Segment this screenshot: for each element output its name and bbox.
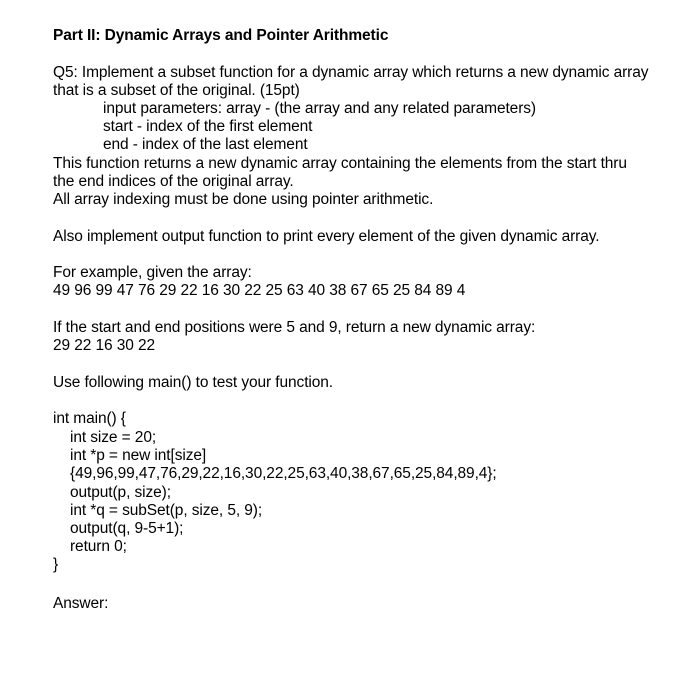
output-requirement: Also implement output function to print every element of the given dynamic array. — [53, 228, 600, 245]
code-line-2: int size = 20; — [70, 429, 157, 446]
code-line-9: } — [53, 556, 59, 573]
param-start: start - index of the first element — [103, 118, 313, 135]
code-line-8: return 0; — [70, 538, 127, 555]
description-line-3: All array indexing must be done using pointer arithmetic. — [53, 191, 434, 208]
example-array: 49 96 99 47 76 29 22 16 30 22 25 63 40 38 67 65 25 84 89 4 — [53, 282, 466, 299]
code-line-7: output(q, 9-5+1); — [70, 520, 184, 537]
answer-label: Answer: — [53, 595, 109, 612]
code-line-6: int *q = subSet(p, size, 5, 9); — [70, 502, 263, 519]
description-line-2: the end indices of the original array. — [53, 173, 294, 190]
code-line-3: int *p = new int[size] — [70, 447, 207, 464]
use-main-text: Use following main() to test your function. — [53, 374, 333, 391]
result-array: 29 22 16 30 22 — [53, 337, 156, 354]
question-line-1: Q5: Implement a subset function for a dynamic array which returns a new dynamic array — [53, 64, 649, 81]
description-line-1: This function returns a new dynamic array containing the elements from the start thru — [53, 155, 627, 172]
param-input: input parameters: array - (the array and any related parameters) — [103, 100, 536, 117]
param-end: end - index of the last element — [103, 136, 308, 153]
positions-text: If the start and end positions were 5 and 9, return a new dynamic array: — [53, 319, 536, 336]
code-line-5: output(p, size); — [70, 484, 171, 501]
code-line-1: int main() { — [53, 410, 126, 427]
question-line-2: that is a subset of the original. (15pt) — [53, 82, 300, 99]
example-intro: For example, given the array: — [53, 264, 252, 281]
code-line-4: {49,96,99,47,76,29,22,16,30,22,25,63,40,38,67,65,25,84,89,4}; — [70, 465, 497, 482]
section-title: Part II: Dynamic Arrays and Pointer Arithmetic — [53, 27, 389, 44]
